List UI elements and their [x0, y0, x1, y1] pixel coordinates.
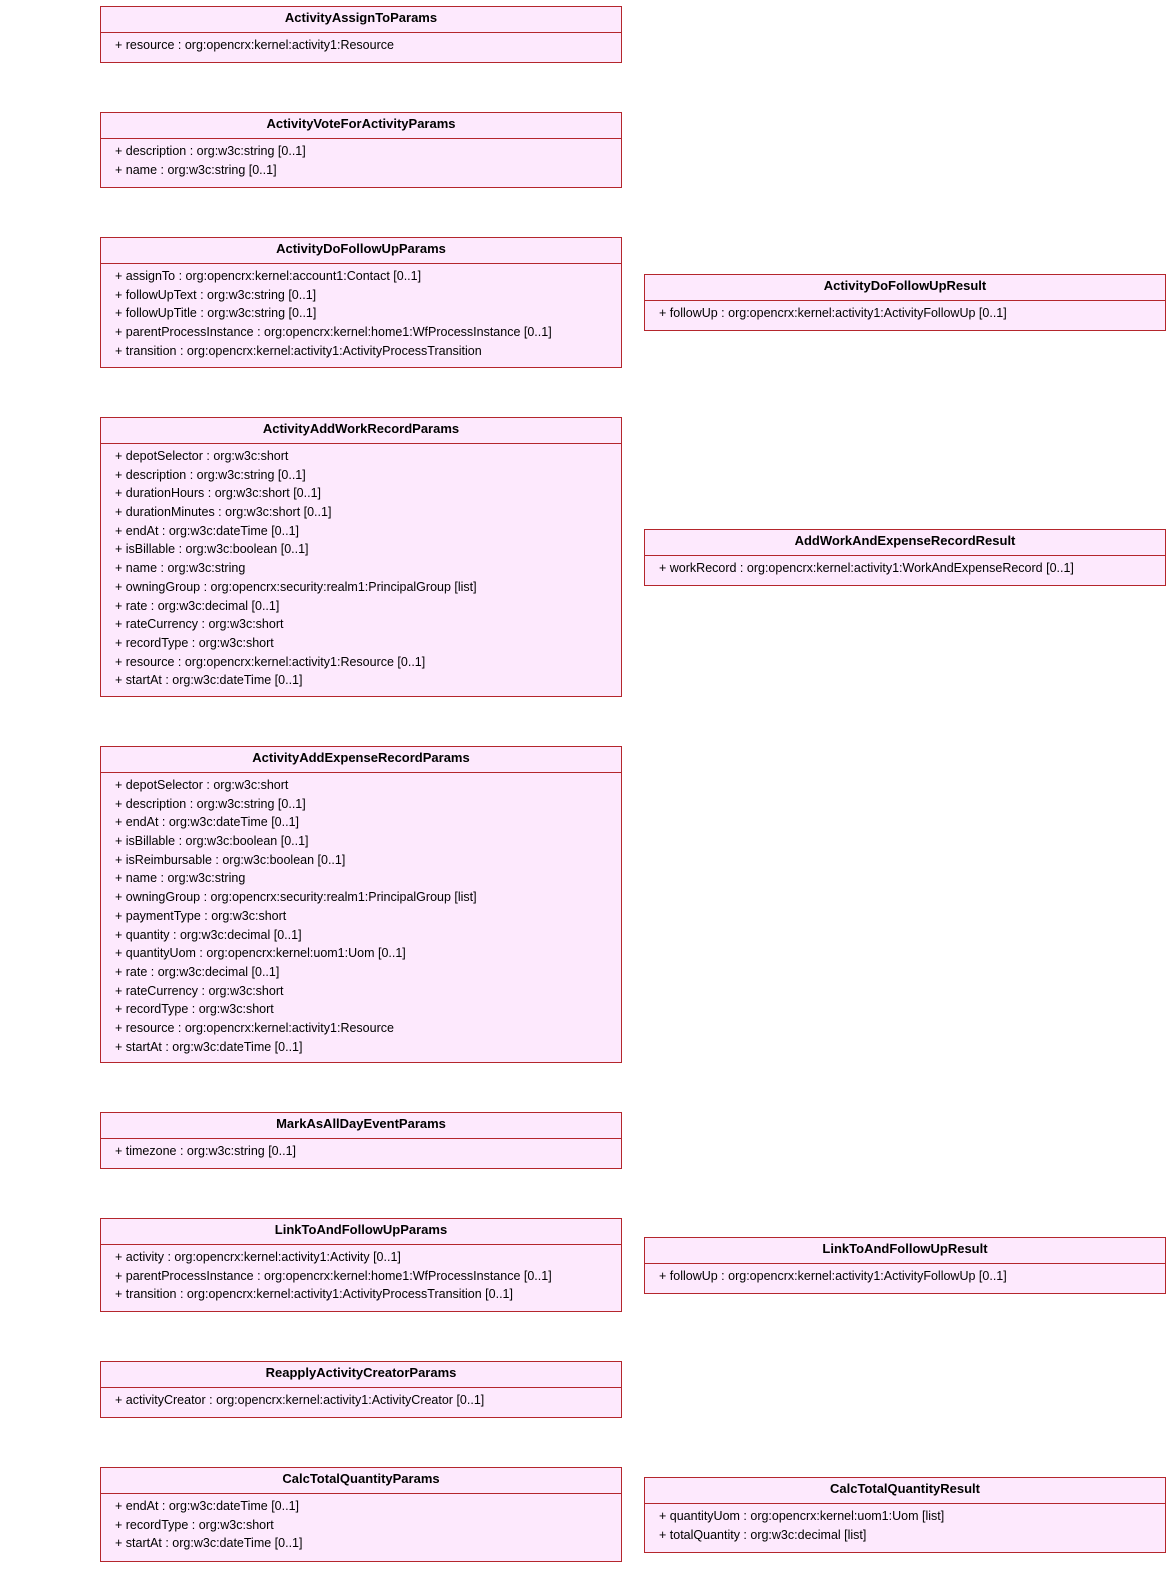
class-attribute: + endAt : org:w3c:dateTime [0..1] [115, 523, 300, 538]
class-attribute: + endAt : org:w3c:dateTime [0..1] [115, 1499, 300, 1513]
attribute-list [645, 1264, 1165, 1286]
attribute-list [101, 1494, 621, 1553]
class-attribute: + workRecord : org:opencrx:kernel:activity1:WorkAndExpenseRecord [0..1] [659, 561, 1074, 575]
class-name: ReapplyActivityCreatorParams [101, 1362, 621, 1388]
class-attribute: + durationHours : org:w3c:short [0..1] [115, 486, 322, 501]
attribute-list [101, 139, 621, 179]
class-name: LinkToAndFollowUpResult [645, 1238, 1165, 1264]
class-attribute: + owningGroup : org:opencrx:security:realm1:PrincipalGroup [list] [115, 579, 477, 594]
attribute-list [645, 301, 1165, 323]
class-link-to-and-follow-up-params[interactable] [100, 1218, 622, 1312]
class-calc-total-quantity-result[interactable] [644, 1477, 1166, 1553]
class-activity-do-follow-up-result[interactable] [644, 274, 1166, 331]
attribute-list [101, 444, 621, 690]
class-attribute: + recordType : org:w3c:short [115, 1517, 274, 1532]
class-attribute: + rateCurrency : org:w3c:short [115, 983, 284, 998]
class-attribute: + rate : org:w3c:decimal [0..1] [115, 598, 280, 613]
class-add-work-and-expense-record-result[interactable] [644, 529, 1166, 586]
class-attribute: + startAt : org:w3c:dateTime [0..1] [115, 673, 303, 688]
class-attribute: + description : org:w3c:string [0..1] [115, 467, 306, 482]
class-attribute: + isBillable : org:w3c:boolean [0..1] [115, 542, 309, 557]
class-name: ActivityVoteForActivityParams [101, 113, 621, 139]
class-attribute: + resource : org:opencrx:kernel:activity1:Resource [115, 38, 394, 52]
attribute-list [645, 556, 1165, 578]
class-activity-vote-for-activity-params[interactable] [100, 112, 622, 188]
class-attribute: + followUp : org:opencrx:kernel:activity1:ActivityFollowUp [0..1] [659, 306, 1007, 320]
class-attribute: + name : org:w3c:string [115, 561, 246, 576]
class-attribute: + transition : org:opencrx:kernel:activity1:ActivityProcessTransition [115, 343, 482, 358]
class-attribute: + description : org:w3c:string [0..1] [115, 796, 306, 811]
class-activity-add-expense-record-params[interactable] [100, 746, 622, 1063]
class-attribute: + rate : org:w3c:decimal [0..1] [115, 964, 280, 979]
attribute-list [645, 1504, 1165, 1544]
class-name: CalcTotalQuantityResult [645, 1478, 1165, 1504]
class-reapply-activity-creator-params[interactable] [100, 1361, 622, 1418]
class-attribute: + durationMinutes : org:w3c:short [0..1] [115, 505, 332, 520]
class-attribute: + activityCreator : org:opencrx:kernel:activity1:ActivityCreator [0..1] [115, 1393, 485, 1407]
class-attribute: + isReimbursable : org:w3c:boolean [0..1] [115, 852, 346, 867]
attribute-list [101, 1139, 621, 1161]
class-attribute: + name : org:w3c:string [115, 871, 246, 886]
class-activity-add-work-record-params[interactable] [100, 417, 622, 697]
class-attribute: + timezone : org:w3c:string [0..1] [115, 1144, 296, 1158]
class-attribute: + startAt : org:w3c:dateTime [0..1] [115, 1039, 303, 1054]
class-attribute: + quantityUom : org:opencrx:kernel:uom1:Uom [list] [659, 1509, 945, 1523]
class-name: ActivityDoFollowUpResult [645, 275, 1165, 301]
class-name: AddWorkAndExpenseRecordResult [645, 530, 1165, 556]
attribute-list [101, 773, 621, 1056]
class-attribute: + parentProcessInstance : org:opencrx:kernel:home1:WfProcessInstance [0..1] [115, 1268, 552, 1283]
class-attribute: + name : org:w3c:string [0..1] [115, 162, 277, 177]
class-name: LinkToAndFollowUpParams [101, 1219, 621, 1245]
attribute-list [101, 264, 621, 360]
class-attribute: + depotSelector : org:w3c:short [115, 778, 289, 792]
class-attribute: + description : org:w3c:string [0..1] [115, 144, 306, 158]
class-name: CalcTotalQuantityParams [101, 1468, 621, 1494]
class-activity-assign-to-params[interactable] [100, 6, 622, 63]
class-attribute: + recordType : org:w3c:short [115, 1002, 274, 1017]
class-attribute: + depotSelector : org:w3c:short [115, 449, 289, 463]
class-mark-as-all-day-event-params[interactable] [100, 1112, 622, 1169]
class-attribute: + activity : org:opencrx:kernel:activity1:Activity [0..1] [115, 1250, 401, 1264]
attribute-list [101, 33, 621, 55]
class-attribute: + assignTo : org:opencrx:kernel:account1:Contact [0..1] [115, 269, 422, 283]
class-attribute: + followUpTitle : org:w3c:string [0..1] [115, 306, 317, 321]
class-attribute: + endAt : org:w3c:dateTime [0..1] [115, 815, 300, 830]
class-name: ActivityDoFollowUpParams [101, 238, 621, 264]
class-attribute: + startAt : org:w3c:dateTime [0..1] [115, 1536, 303, 1551]
class-calc-total-quantity-params[interactable] [100, 1467, 622, 1562]
class-name: ActivityAssignToParams [101, 7, 621, 33]
class-name: MarkAsAllDayEventParams [101, 1113, 621, 1139]
class-attribute: + parentProcessInstance : org:opencrx:kernel:home1:WfProcessInstance [0..1] [115, 325, 552, 340]
attribute-list [101, 1388, 621, 1410]
class-attribute: + isBillable : org:w3c:boolean [0..1] [115, 834, 309, 849]
class-name: ActivityAddWorkRecordParams [101, 418, 621, 444]
class-attribute: + paymentType : org:w3c:short [115, 908, 287, 923]
class-attribute: + resource : org:opencrx:kernel:activity1:Resource [115, 1020, 394, 1035]
class-attribute: + resource : org:opencrx:kernel:activity1:Resource [0..1] [115, 654, 426, 669]
class-attribute: + followUp : org:opencrx:kernel:activity1:ActivityFollowUp [0..1] [659, 1269, 1007, 1283]
class-attribute: + rateCurrency : org:w3c:short [115, 617, 284, 632]
class-attribute: + transition : org:opencrx:kernel:activity1:ActivityProcessTransition [0..1] [115, 1287, 513, 1302]
class-attribute: + owningGroup : org:opencrx:security:realm1:PrincipalGroup [list] [115, 890, 477, 905]
class-attribute: + recordType : org:w3c:short [115, 635, 274, 650]
class-attribute: + totalQuantity : org:w3c:decimal [list] [659, 1527, 867, 1542]
class-link-to-and-follow-up-result[interactable] [644, 1237, 1166, 1294]
class-attribute: + quantity : org:w3c:decimal [0..1] [115, 927, 302, 942]
attribute-list [101, 1245, 621, 1304]
class-attribute: + quantityUom : org:opencrx:kernel:uom1:Uom [0..1] [115, 946, 406, 961]
class-name: ActivityAddExpenseRecordParams [101, 747, 621, 773]
class-attribute: + followUpText : org:w3c:string [0..1] [115, 287, 317, 302]
class-activity-do-follow-up-params[interactable] [100, 237, 622, 368]
